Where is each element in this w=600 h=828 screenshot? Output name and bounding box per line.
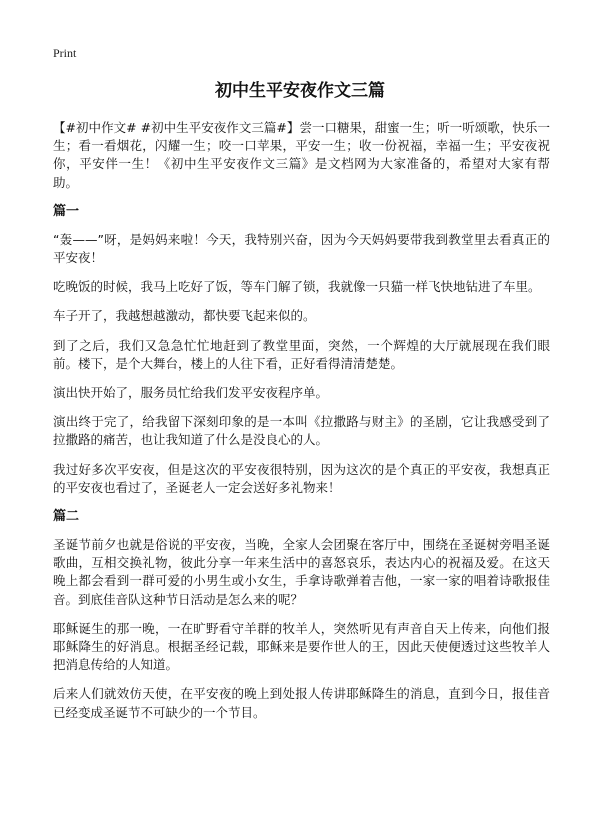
article-body: [53, 119, 550, 733]
page-title: 初中生平安夜作文三篇: [215, 81, 385, 101]
paragraph: “轰——”呀，是妈妈来啦！今天，我特别兴奋，因为今天妈妈要带我到教堂里去看真正的平安夜！: [53, 231, 550, 266]
paragraph: 后来人们就效仿天使，在平安夜的晚上到处报人传讲耶稣降生的消息，直到今日，报佳音已经变成圣诞节不可缺少的一个节目。: [53, 686, 550, 720]
section-heading: 篇二: [53, 509, 80, 525]
paragraph: 演出终于完了，给我留下深刻印象的是一本叫《拉撒路与财主》的圣剧，它让我感受到了拉撒路的痛苦，也让我知道了什么是没良心的人。: [53, 414, 550, 448]
intro-paragraph: 【#初中作文# #初中生平安夜作文三篇#】尝一口糖果，甜蜜一生；听一听颂歌，快乐一生；看一看烟花，闪耀一生；咬一口苹果，平安一生；收一份祝福，幸福一生；平安夜祝你，平安伴一生！《初中生平安夜作文三篇》是文档网为大家准备的，希望对大家有帮助。: [53, 120, 550, 190]
paragraph: 车子开了，我越想越激动，都快要飞起来似的。: [53, 308, 316, 324]
section-1: [53, 203, 550, 497]
paragraph: 我过好多次平安夜，但是这次的平安夜很特别，因为这次的是个真正的平安夜，我想真正的平安夜也看过了，圣诞老人一定会送好多礼物来！: [53, 461, 550, 495]
paragraph: 到了之后，我们又急急忙忙地赶到了教堂里面，突然，一个辉煌的大厅就展现在我们眼前。楼下，是个大舞台，楼上的人往下看，正好看得清清楚楚。: [53, 337, 550, 371]
print-link[interactable]: Print: [53, 46, 77, 60]
section-heading: 篇一: [53, 203, 80, 219]
paragraph: 圣诞节前夕也就是俗说的平安夜，当晚，全家人会团聚在客厅中，围绕在圣诞树旁唱圣诞歌曲，互相交换礼物，彼此分享一年来生活中的喜怒哀乐，表达内心的祝福及爱。在这天晚上都会看到一群可爱的小男生或小女生，手拿诗歌弹着吉他，一家一家的唱着诗歌报佳音。到底佳音队这种节日活动是怎么来的呢？: [53, 537, 550, 607]
section-2: [53, 508, 550, 722]
paragraph: 吃晚饭的时候，我马上吃好了饭，等车门解了锁，我就像一只猫一样飞快地钻进了车里。: [53, 279, 541, 295]
paragraph: 演出快开始了，服务员忙给我们发平安夜程序单。: [53, 385, 329, 401]
paragraph: 耶稣诞生的那一晚，一在旷野看守羊群的牧羊人，突然听见有声音自天上传来，向他们报耶稣降生的好消息。根据圣经记载，耶稣来是要作世人的王，因此天使便透过这些牧羊人把消息传给的人知道。: [53, 620, 550, 673]
